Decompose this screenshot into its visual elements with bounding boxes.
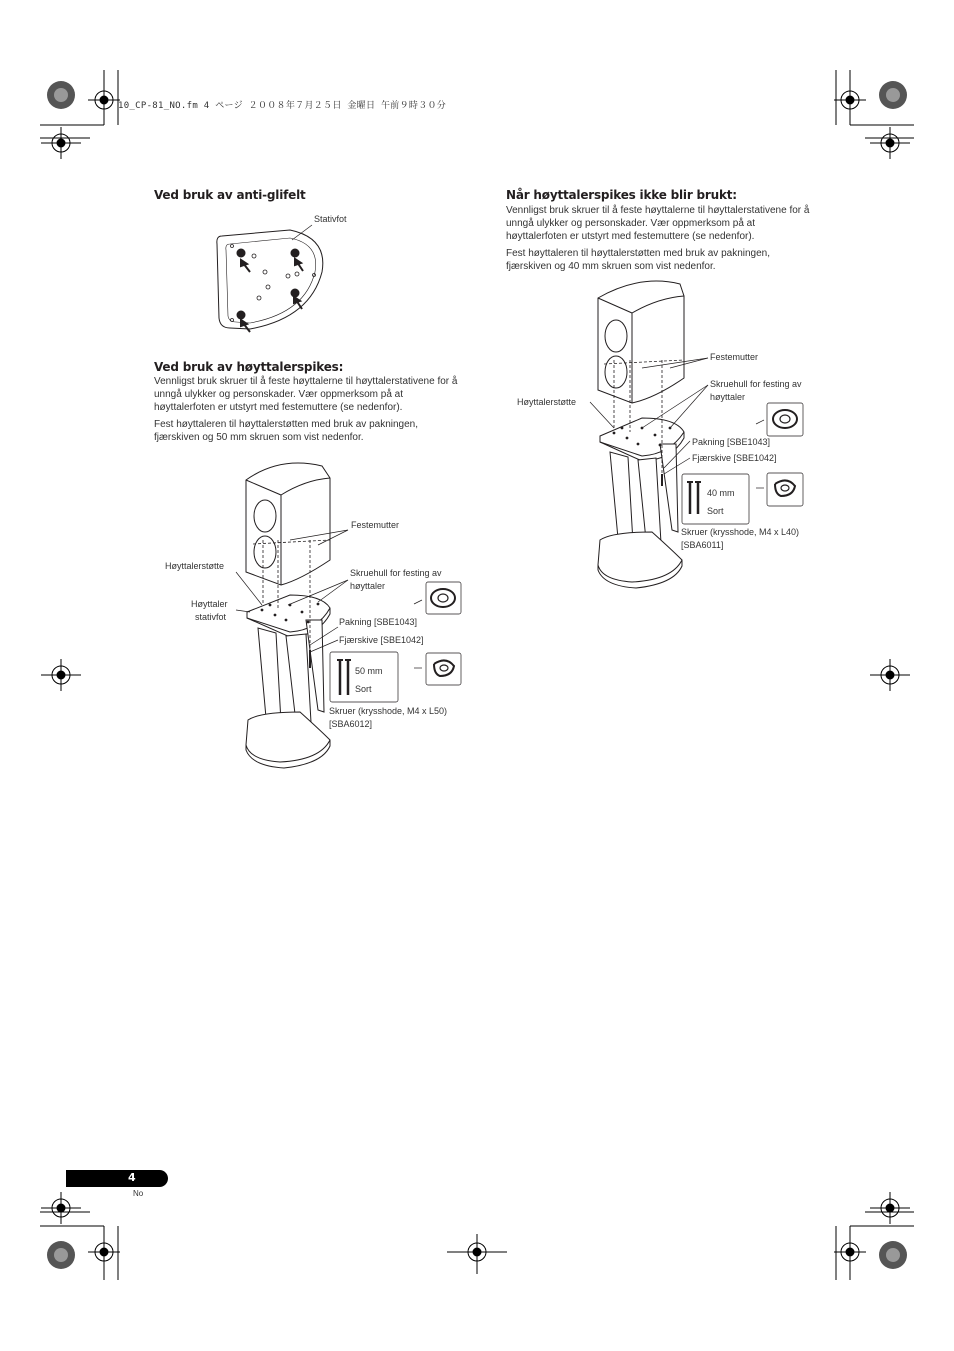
label-stand-foot-2: stativfot (195, 612, 227, 622)
label-nuts-right: Festemutter (710, 352, 759, 362)
page-number: 4 (128, 1171, 136, 1184)
spikes-paragraph-1: Vennligst bruk skruer til å feste høyttalerne til høyttalerstativene for å unngå ulykker og personskader. Vær oppmerksom på at høyttalerfoten er utstyrt med festemuttere (se nedenfor). (154, 376, 458, 413)
label-screws-right-1: Skruer (krysshode, M4 x L40) (681, 527, 800, 537)
spikes-heading: Ved bruk av høyttalerspikes: (154, 360, 344, 374)
label-support-right: Høyttalerstøtte (517, 397, 577, 407)
label-screw-length-right: 40 mm (707, 488, 735, 498)
label-screw-color-right: Sort (707, 506, 724, 516)
label-washer: Fjærskive [SBE1042] (339, 635, 424, 645)
label-holes-right-1: Skruehull for festing av (710, 379, 802, 389)
page-language: No (133, 1189, 144, 1198)
label-screws-2: [SBA6012] (329, 719, 373, 729)
label-gasket: Pakning [SBE1043] (339, 617, 418, 627)
no-spikes-heading: Når høyttalerspikes ikke blir brukt: (506, 188, 737, 202)
label-screws-1: Skruer (krysshode, M4 x L50) (329, 706, 448, 716)
no-spikes-paragraph-1: Vennligst bruk skruer til å feste høyttalerne til høyttalerstativene for å unngå ulykker og personskader. Vær oppmerksom på at høyttalerfoten er utstyrt med festemuttere (se nedenfor). (506, 205, 810, 242)
label-washer-right: Fjærskive [SBE1042] (692, 453, 777, 463)
page-number-tab (66, 1170, 168, 1187)
no-spikes-paragraph-2: Fest høyttaleren til høyttalerstøtten med bruk av pakningen, fjærskiven og 40 mm skruen som vist nedenfor. (506, 248, 771, 272)
label-screw-color: Sort (355, 684, 372, 694)
label-holes-right-2: høyttaler (710, 392, 746, 402)
label-screws-right-2: [SBA6011] (681, 540, 724, 550)
spikes-paragraph-2: Fest høyttaleren til høyttalerstøtten med bruk av pakningen, fjærskiven og 50 mm skruen som vist nedenfor. (154, 419, 419, 443)
file-info-header: 10_CP-81_NO.fm 4 ページ ２００８年７月２５日 金曜日 午前９時３０分 (118, 101, 447, 111)
label-nuts: Festemutter (351, 520, 400, 530)
label-holes-2: høyttaler (350, 581, 386, 591)
label-holes-1: Skruehull for festing av (350, 568, 442, 578)
label-support: Høyttalerstøtte (165, 561, 225, 571)
label-stand-foot: Stativfot (314, 214, 347, 224)
anti-slip-heading: Ved bruk av anti-glifelt (154, 188, 306, 202)
label-gasket-right: Pakning [SBE1043] (692, 437, 771, 447)
label-screw-length: 50 mm (355, 666, 383, 676)
label-stand-foot-1: Høyttaler (191, 599, 228, 609)
